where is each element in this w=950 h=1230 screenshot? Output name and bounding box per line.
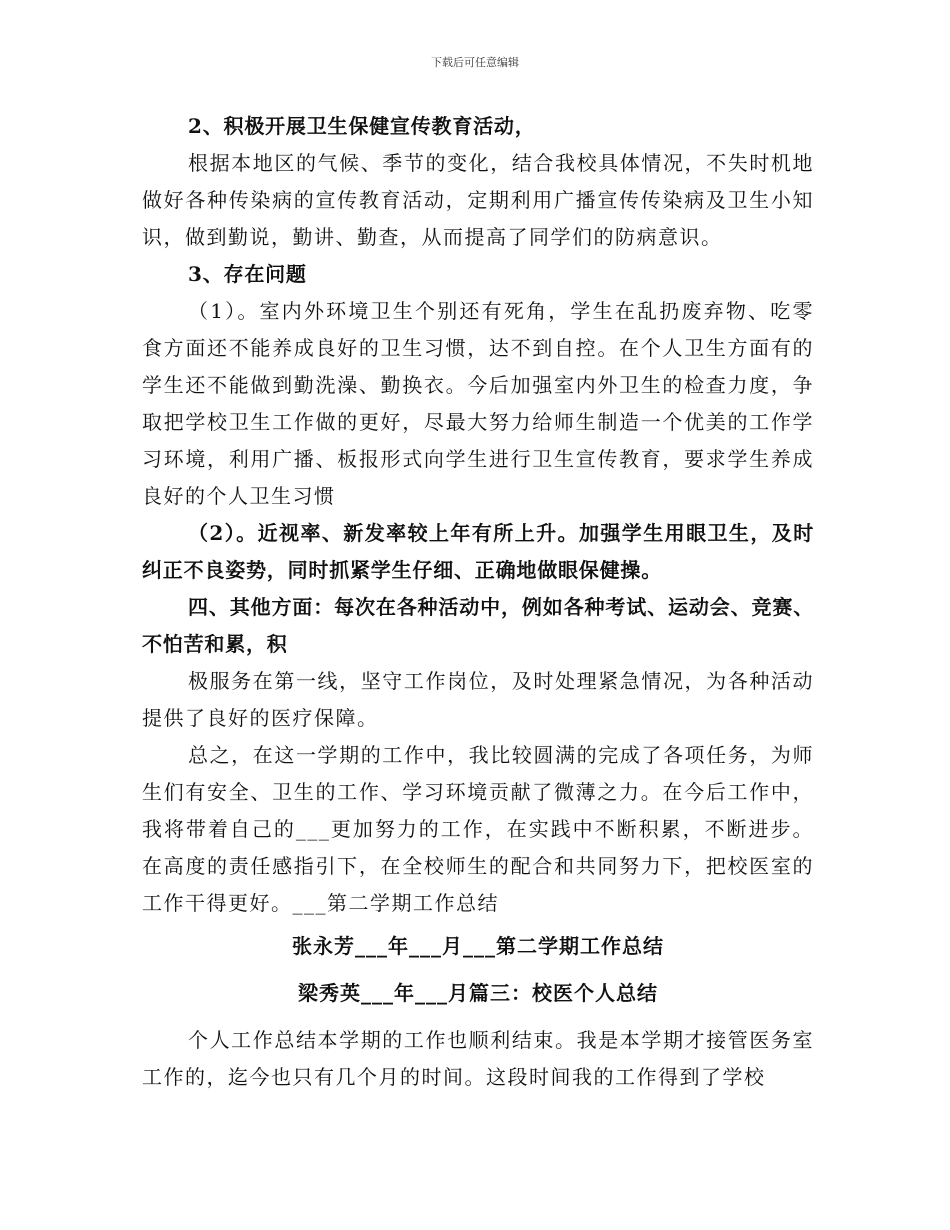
paragraph-problem-2: （2）。近视率、新发率较上年有所上升。加强学生用眼卫生，及时纠正不良姿势，同时抓紧学生仔细、正确地做眼保健操。 xyxy=(142,521,814,582)
paragraph-publicity: 根据本地区的气候、季节的变化，结合我校具体情况，不失时机地做好各种传染病的宣传教育活动，定期利用广播宣传传染病及卫生小知识，做到勤说，勤讲、勤查，从而提高了同学们的防病意识。 xyxy=(142,151,814,249)
paragraph-problem-1: （1）。室内外环境卫生个别还有死角，学生在乱扔废弃物、吃零食方面还不能养成良好的卫生习惯，达不到自控。在个人卫生方面有的学生还不能做到勤洗澡、勤换衣。今后加强室内外卫生的检查力度，争取把学校卫生工作做的更好，尽最大努力给师生制造一个优美的工作学习环境，利用广播、板报形式向学生进行卫生宣传教育，要求学生养成良好的个人卫生习惯 xyxy=(142,299,814,508)
document-body xyxy=(142,108,814,1096)
section-heading-other: 四、其他方面：每次在各种活动中，例如各种考试、运动会、竞赛、不怕苦和累，积 xyxy=(142,595,814,656)
paragraph-personal-summary: 个人工作总结本学期的工作也顺利结束。我是本学期才接管医务室工作的，迄今也只有几个月的时间。这段时间我的工作得到了学校 xyxy=(142,1028,814,1089)
signature-title-2: 梁秀英___年___月篇三：校医个人总结 xyxy=(298,981,658,1005)
page-header-note: 下载后可任意编辑 xyxy=(431,56,519,69)
paragraph-other: 极服务在第一线，坚守工作岗位，及时处理紧急情况，为各种活动提供了良好的医疗保障。 xyxy=(142,669,814,730)
signature-title-1: 张永芳___年___月___第二学期工作总结 xyxy=(292,934,664,958)
paragraph-summary: 总之，在这一学期的工作中，我比较圆满的完成了各项任务，为师生们有安全、卫生的工作、学习环境贡献了微薄之力。在今后工作中，我将带着自己的___更加努力的工作，在实践中不断积累，不断进步。在高度的责任感指引下，在全校师生的配合和共同努力下，把校医室的工作干得更好。___第二学期工作总结 xyxy=(142,743,814,915)
section-heading-publicity: 2、积极开展卫生保健宣传教育活动， xyxy=(188,114,536,138)
section-heading-problems: 3、存在问题 xyxy=(188,262,307,286)
